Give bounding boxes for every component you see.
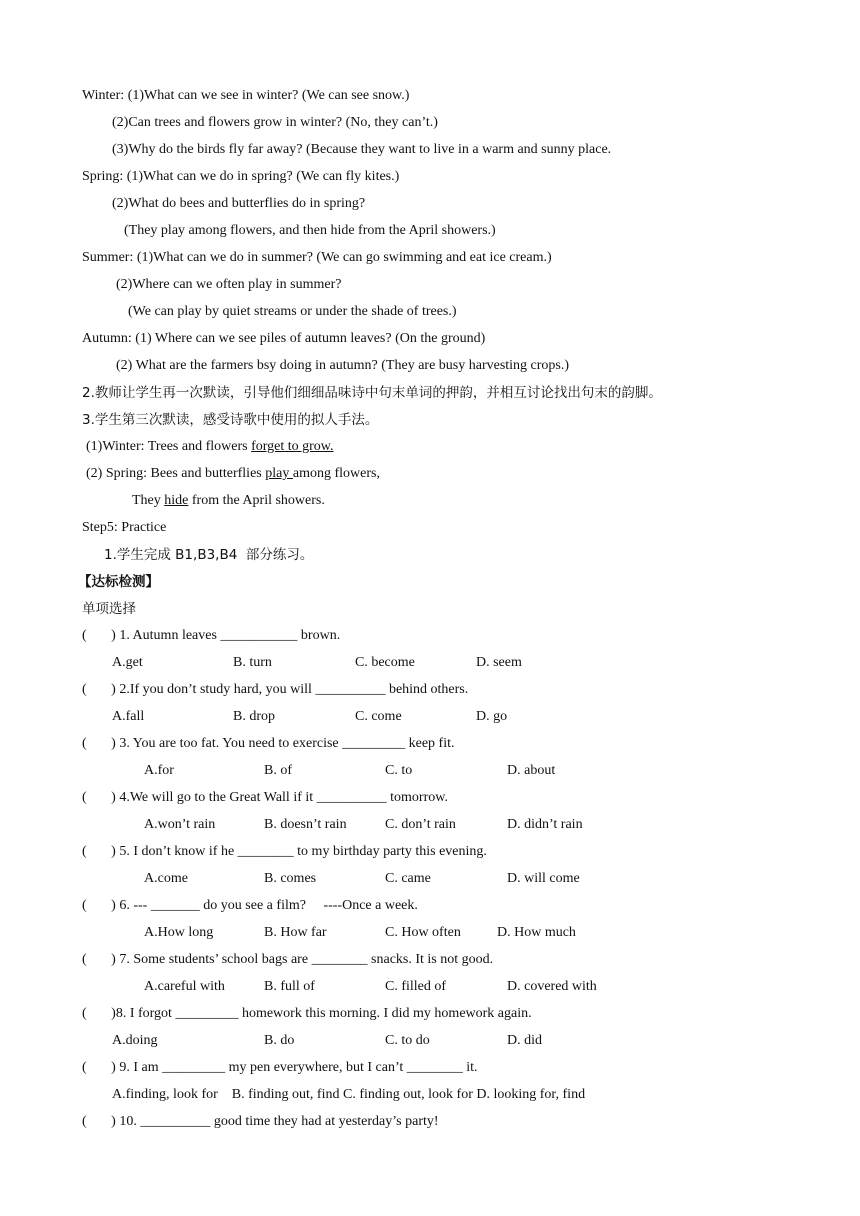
option-b: B. How far xyxy=(264,925,327,940)
question-stem: ( ) 10. __________ good time they had at yesterday’s party! xyxy=(82,1114,439,1129)
winter-q3: (3)Why do the birds fly far away? (Because they want to live in a warm and sunny place. xyxy=(112,142,612,157)
option-c: C. come xyxy=(355,709,402,724)
option-a: A.fall xyxy=(112,709,145,724)
spring-a2: (They play among flowers, and then hide from the April showers.) xyxy=(124,223,496,238)
summer-q2: (2)Where can we often play in summer? xyxy=(116,277,342,292)
option-d: D. go xyxy=(476,709,508,724)
option-c: C. filled of xyxy=(385,979,447,994)
personification-winter xyxy=(86,438,334,456)
option-b: B. full of xyxy=(264,979,315,994)
options-line: A.finding, look for B. finding out, find C. finding out, look for D. looking for, find xyxy=(112,1087,586,1102)
check-title: 【达标检测】 xyxy=(78,574,159,590)
option-a: A.come xyxy=(144,871,188,886)
summer-a2: (We can play by quiet streams or under the shade of trees.) xyxy=(128,304,457,319)
option-d: D. did xyxy=(507,1033,542,1048)
personification-winter-text: (1)Winter: Trees and flowers xyxy=(86,439,252,454)
option-d: D. will come xyxy=(507,871,580,886)
option-d: D. didn’t rain xyxy=(507,817,583,832)
personification-hide-tail: from the April showers. xyxy=(188,493,325,508)
summer-q1: Summer: (1)What can we do in summer? (We can go swimming and eat ice cream.) xyxy=(82,250,552,265)
personification-spring xyxy=(86,465,380,483)
question-stem: ( ) 3. You are too fat. You need to exercise _________ keep fit. xyxy=(82,736,455,751)
option-a: A.How long xyxy=(144,925,214,940)
question-stem: ( ) 1. Autumn leaves ___________ brown. xyxy=(82,628,341,643)
option-a: A.won’t rain xyxy=(144,817,216,832)
option-c: C. don’t rain xyxy=(385,817,456,832)
question-stem: ( ) 4.We will go to the Great Wall if it __________ tomorrow. xyxy=(82,790,448,805)
personification-spring-tail: among flowers, xyxy=(292,466,380,481)
option-b: B. of xyxy=(264,763,292,778)
option-d: D. covered with xyxy=(507,979,597,994)
option-c: C. How often xyxy=(385,925,461,940)
option-a: A.careful with xyxy=(144,979,225,994)
personification-spring-text: (2) Spring: Bees and butterflies xyxy=(86,466,266,481)
option-c: C. came xyxy=(385,871,431,886)
option-c: C. to do xyxy=(385,1033,430,1048)
personification-hide-underlined: hide xyxy=(164,493,189,508)
option-a: A.for xyxy=(144,763,174,778)
winter-q2: (2)Can trees and flowers grow in winter? (No, they can’t.) xyxy=(112,115,438,130)
option-d: D. seem xyxy=(476,655,522,670)
question-stem: ( ) 6. --- _______ do you see a film? ----Once a week. xyxy=(82,898,418,913)
question-stem: ( ) 9. I am _________ my pen everywhere, but I can’t ________ it. xyxy=(82,1060,478,1075)
question-stem: ( ) 5. I don’t know if he ________ to my birthday party this evening. xyxy=(82,844,487,859)
option-a: A.get xyxy=(112,655,143,670)
winter-q1: Winter: (1)What can we see in winter? (We can see snow.) xyxy=(82,88,410,103)
option-b: B. do xyxy=(264,1033,295,1048)
personification-hide-text: They xyxy=(132,493,165,508)
question-stem: ( ) 7. Some students’ school bags are ________ snacks. It is not good. xyxy=(82,952,494,967)
autumn-q2: (2) What are the farmers bsy doing in autumn? (They are busy harvesting crops.) xyxy=(116,358,570,373)
option-b: B. comes xyxy=(264,871,317,886)
option-b: B. turn xyxy=(233,655,272,670)
option-c: C. to xyxy=(385,763,413,778)
spring-q1: Spring: (1)What can we do in spring? (We can fly kites.) xyxy=(82,169,400,184)
step5-heading: Step5: Practice xyxy=(82,520,167,535)
option-d: D. about xyxy=(507,763,556,778)
option-b: B. doesn’t rain xyxy=(264,817,347,832)
step5-item: 1.学生完成 B1,B3,B4 部分练习。 xyxy=(104,547,314,563)
option-a: A.doing xyxy=(112,1033,158,1048)
question-stem: ( )8. I forgot _________ homework this morning. I did my homework again. xyxy=(82,1006,532,1021)
step2-text: 2.教师让学生再一次默读，引导他们细细品味诗中句末单词的押韵，并相互讨论找出句末的韵脚。 xyxy=(82,385,662,401)
option-d: D. How much xyxy=(497,925,576,940)
step3-text: 3.学生第三次默读，感受诗歌中使用的拟人手法。 xyxy=(82,412,379,428)
question-stem: ( ) 2.If you don’t study hard, you will __________ behind others. xyxy=(82,682,469,697)
personification-winter-underlined: forget to grow. xyxy=(251,439,334,454)
option-b: B. drop xyxy=(233,709,275,724)
personification-spring-underlined: play xyxy=(265,466,293,481)
option-c: C. become xyxy=(355,655,415,670)
mc-title: 单项选择 xyxy=(82,601,136,617)
spring-q2: (2)What do bees and butterflies do in spring? xyxy=(112,196,366,211)
autumn-q1: Autumn: (1) Where can we see piles of autumn leaves? (On the ground) xyxy=(82,331,486,346)
personification-hide xyxy=(132,492,325,510)
